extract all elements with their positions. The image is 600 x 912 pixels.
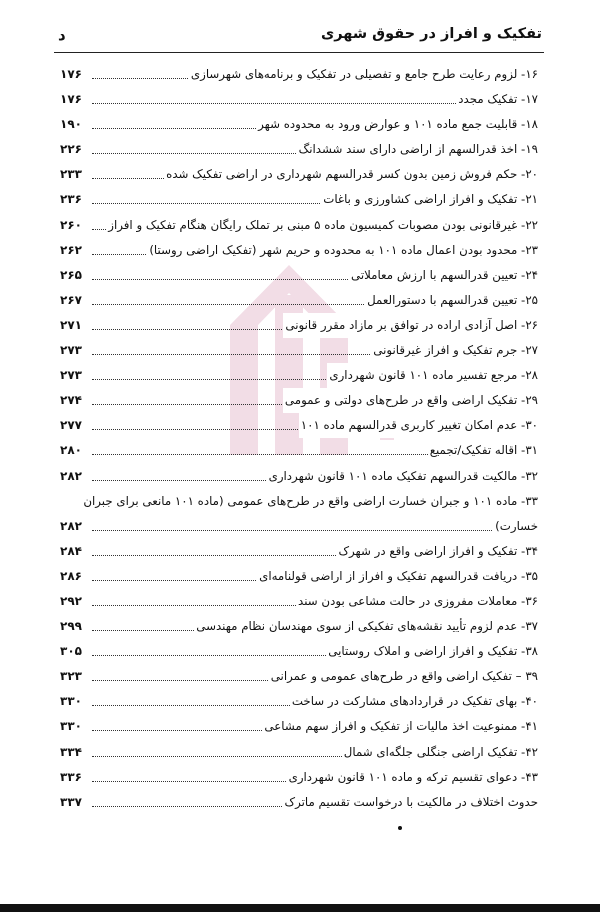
dot-leader — [92, 530, 538, 531]
toc-entry-title: خسارت) — [493, 514, 538, 539]
toc-entry-title: ۲۸- مرجع تفسیر ماده ۱۰۱ قانون شهرداری — [327, 363, 538, 388]
toc-entry — [58, 539, 538, 564]
toc-entry — [58, 740, 538, 765]
toc-entry — [58, 213, 538, 238]
toc-entry-title: ۲۶- اصل آزادی اراده در توافق بر مازاد مقرر قانونی — [283, 313, 538, 338]
toc-entry — [58, 489, 538, 514]
toc-entry-title: ۳۰- عدم امکان تغییر کاربری قدرالسهم ماده ۱۰۱ — [299, 413, 538, 438]
running-title: تفکیک و افراز در حقوق شهری — [320, 26, 542, 42]
toc-entry-page: ۳۳۷ — [60, 794, 82, 809]
toc-entry — [58, 589, 538, 614]
toc-entry-title: حدوث اختلاف در مالکیت با درخواست تقسیم ماترک — [283, 790, 538, 815]
toc-entry — [58, 162, 538, 187]
toc-entry-page: ۲۹۲ — [60, 593, 82, 608]
toc-entry-title: ۴۰- بهای تفکیک در قراردادهای مشارکت در ساخت — [290, 689, 538, 714]
toc-entry-title: ۲۲- غیرقانونی بودن مصوبات کمیسیون ماده ۵ مبنی بر تملک رایگان هنگام تفکیک و افراز — [106, 213, 538, 238]
toc-entry-title: ۳۵- دریافت قدرالسهم تفکیک و افراز از اراضی قولنامه‌ای — [257, 564, 538, 589]
toc-entry-title: ۱۹- اخذ قدرالسهم از اراضی دارای سند ششدانگ — [297, 137, 538, 162]
toc-entry-page: ۲۷۳ — [60, 343, 82, 358]
toc-entry-page: ۲۳۳ — [60, 167, 82, 182]
toc-entry-page: ۲۶۰ — [60, 217, 82, 232]
toc-entry — [58, 363, 538, 388]
toc-entry-title: ۱۸- قابلیت جمع ماده ۱۰۱ و عوارض ورود به محدوده شهر — [256, 112, 538, 137]
toc-entry — [58, 464, 538, 489]
toc-entry-page: ۲۸۴ — [60, 543, 82, 558]
bottom-dot — [398, 826, 402, 830]
toc-entry-title: ۲۳- محدود بودن اعمال ماده ۱۰۱ به محدوده و حریم شهر (تفکیک اراضی روستا) — [147, 238, 538, 263]
toc-entry-page: ۲۶۵ — [60, 267, 82, 282]
toc-entry — [58, 790, 538, 815]
toc-entry-title: ۳۳- ماده ۱۰۱ و جبران خسارت اراضی واقع در طرح‌های عمومی (ماده ۱۰۱ مانعی برای جبران — [81, 489, 538, 514]
toc-entry — [58, 438, 538, 463]
toc-entry-page: ۳۳۴ — [60, 744, 82, 759]
toc-entry-title: ۴۱- ممنوعیت اخذ مالیات از تفکیک و افراز سهم مشاعی — [262, 714, 538, 739]
toc-entry-page: ۲۷۱ — [60, 317, 82, 332]
toc-entry — [58, 263, 538, 288]
toc-entry-page: ۲۲۶ — [60, 142, 82, 157]
toc-entry-title: ۴۲- تفکیک اراضی جنگلی جلگه‌ای شمال — [342, 740, 538, 765]
toc-entry — [58, 137, 538, 162]
toc-entry — [58, 388, 538, 413]
toc-entry — [58, 614, 538, 639]
toc-entry-page: ۲۹۹ — [60, 619, 82, 634]
toc-entry-title: ۳۷- عدم لزوم تأیید نقشه‌های تفکیکی از سوی مهندسان نظام مهندسی — [194, 614, 538, 639]
toc-entry-title: ۳۲- مالکیت قدرالسهم تفکیک ماده ۱۰۱ قانون شهرداری — [267, 464, 538, 489]
toc-entry — [58, 112, 538, 137]
toc-entry-page: ۲۷۷ — [60, 418, 82, 433]
toc-entry-title: ۱۷- تفکیک مجدد — [456, 87, 538, 112]
toc-entry — [58, 87, 538, 112]
toc-entry-title: ۳۶- معاملات مفروزی در حالت مشاعی بودن سند — [296, 589, 538, 614]
page-header — [54, 22, 544, 53]
toc-entry-title: ۴۳- دعوای تقسیم ترکه و ماده ۱۰۱ قانون شهرداری — [287, 765, 538, 790]
toc-entry — [58, 689, 538, 714]
toc-entry — [58, 62, 538, 87]
toc-entry — [58, 514, 538, 539]
toc-entry — [58, 288, 538, 313]
toc-entry-title: ۱۶- لزوم رعایت طرح جامع و تفصیلی در تفکیک و برنامه‌های شهرسازی — [189, 62, 538, 87]
toc-entry-page: ۱۷۶ — [60, 92, 82, 107]
toc-entry-page: ۳۰۵ — [60, 644, 82, 659]
toc-entry — [58, 238, 538, 263]
toc-entry-page: ۲۸۰ — [60, 443, 82, 458]
toc-entry-title: ۲۷- جرم تفکیک و افراز غیرقانونی — [371, 338, 538, 363]
toc-entry — [58, 338, 538, 363]
toc-entry-page: ۲۷۳ — [60, 368, 82, 383]
toc-entry-title: ۲۴- تعیین قدرالسهم با ارزش معاملاتی — [349, 263, 538, 288]
toc-entry-page: ۳۳۰ — [60, 694, 82, 709]
toc-entry-page: ۲۶۷ — [60, 292, 82, 307]
toc-entry-title: ۳۸- تفکیک و افراز اراضی و املاک روستایی — [326, 639, 538, 664]
toc-entry — [58, 664, 538, 689]
table-of-contents — [58, 62, 538, 815]
toc-entry-page: ۲۷۴ — [60, 393, 82, 408]
toc-entry-page: ۱۷۶ — [60, 67, 82, 81]
toc-entry — [58, 413, 538, 438]
toc-entry-page: ۲۳۶ — [60, 192, 82, 207]
page-edge — [0, 904, 600, 912]
toc-entry — [58, 639, 538, 664]
toc-entry-page: ۳۲۳ — [60, 669, 82, 684]
toc-entry-page: ۳۳۰ — [60, 719, 82, 734]
toc-entry — [58, 187, 538, 212]
toc-entry-page: ۳۳۶ — [60, 769, 82, 784]
toc-entry-title: ۳۴- تفکیک و افراز اراضی واقع در شهرک — [336, 539, 538, 564]
toc-entry — [58, 564, 538, 589]
toc-entry — [58, 313, 538, 338]
page-number-letter: د — [58, 26, 66, 44]
toc-entry-title: ۲۰- حکم فروش زمین بدون کسر قدرالسهم شهرداری در اراضی تفکیک شده — [164, 162, 538, 187]
toc-entry-title: ۲۱- تفکیک و افراز اراضی کشاورزی و باغات — [321, 187, 538, 212]
toc-entry-title: ۲۵- تعیین قدرالسهم با دستورالعمل — [365, 288, 538, 313]
toc-entry-title: ۳۹ – تفکیک اراضی واقع در طرح‌های عمومی و عمرانی — [269, 664, 538, 689]
toc-entry-title: ۲۹- تفکیک اراضی واقع در طرح‌های دولتی و عمومی — [283, 388, 538, 413]
toc-entry-page: ۲۸۲ — [60, 518, 82, 533]
toc-entry-page: ۱۹۰ — [60, 117, 82, 132]
toc-entry — [58, 765, 538, 790]
toc-entry-page: ۲۶۲ — [60, 242, 82, 257]
toc-entry — [58, 714, 538, 739]
toc-entry-page: ۲۸۲ — [60, 468, 82, 483]
toc-entry-title: ۳۱- اقاله تفکیک/تجمیع — [428, 438, 538, 463]
toc-entry-page: ۲۸۶ — [60, 568, 82, 583]
